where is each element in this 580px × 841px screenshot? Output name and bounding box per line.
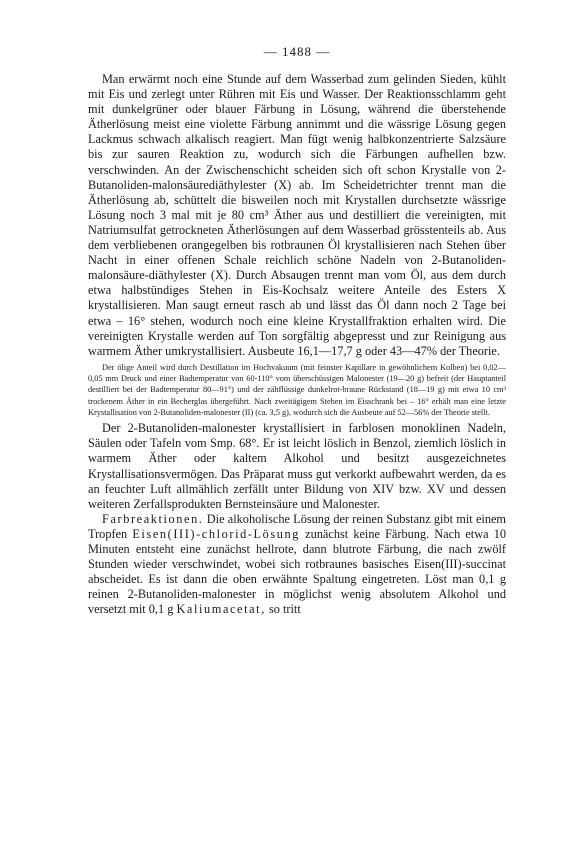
body-paragraph-color-reactions [88, 512, 506, 618]
paragraph-text: zunächst keine Färbung. Nach etwa 10 Minuten entsteht eine zunächst hellrote, dann blutrote Färbung, die nach zwölf Stunden wieder verschwindet, wobei sich rotbraunes basisches Eisen(III)-succinat abscheidet. Es ist dann die oben erwähnte Spaltung eingetreten. Löst man 0,1 g reinen 2-Butanoliden-malonester in möglichst wenig absolutem Alkohol und versetzt mit 0,1 g [88, 526, 506, 617]
footnote-note: Der ölige Anteil wird durch Destillation im Hochvakuum (mit feinster Kapillare in gewöhnlichem Kolben) bei 0,02—0,05 mm Druck und einer Badtemperatur von 60-110° vom überschüssigen Malonester (19—20 g) befreit (der Hauptanteil destilliert bei der Badtemperatur 80—91°) und der zähflüssige dunkelrot-braune Rückstand (18—19 g) mit etwa 10 cm³ trockenem Äther in ein Becherglas übergeführt. Nach zweitägigem Stehen im Eisschrank bei – 16° erhält man eine letzte Krystallisation von 2-Butanoliden-malonester (II) (ca. 3,5 g), wodurch sich die Ausbeute auf 52—56% der Theorie stellt. [88, 362, 506, 417]
body-paragraph-properties: Der 2-Butanoliden-malonester krystallisiert in farblosen monoklinen Nadeln, Säulen oder Tafeln vom Smp. 68°. Er ist leicht löslich in Benzol, ziemlich löslich in warmem Äther oder kaltem Alkohol und besitzt ausgezeichnetes Krystallisationsvermögen. Das Präparat muss gut verkorkt aufbewahrt werden, da es an feuchter Luft allmählich zerfällt unter Bildung von XIV bzw. XV und dessen weiteren Zerfallsprodukten Bernsteinsäure und Malonester. [88, 421, 506, 511]
reagent-name: Eisen(III)-chlorid-Lösung [132, 526, 301, 541]
paragraph-text: Die alkoholische Lösung der reinen Substanz gibt mit einem Tropfen [88, 511, 506, 541]
section-heading-farbreaktionen: Farbreaktionen. [102, 511, 204, 526]
paragraph-text: so tritt [265, 602, 301, 617]
document-page [88, 44, 506, 617]
page-number: — 1488 — [263, 44, 331, 59]
reagent-name: Kaliumacetat, [176, 602, 266, 617]
body-paragraph-procedure: Man erwärmt noch eine Stunde auf dem Wasserbad zum gelinden Sieden, kühlt mit Eis und zerlegt unter Rühren mit Eis und Wasser. Der Reaktionsschlamm geht mit dunkelgrüner oder blauer Färbung in Lösung, während die überstehende Ätherlösung meist eine violette Färbung annimmt und die wässrige Lösung gegen Lackmus schwach alkalisch reagiert. Man fügt wenig halbkonzentrierte Salzsäure bis zur sauren Reaktion zu, wodurch sich die Färbungen aufhellen bzw. verschwinden. An der Zwischenschicht scheiden sich oft schon Krystalle von 2-Butanoliden-malonsäurediäthylester (X) ab. Im Scheidetrichter trennt man die Ätherlösung ab, schüttelt die bisweilen noch mit Krystallen durchsetzte wässrige Lösung noch 3 mal mit je 80 cm³ Äther aus und destilliert die vereinigten, mit Natriumsulfat getrockneten Ätherlösungen auf dem Wasserbad grösstenteils ab. Aus dem verbliebenen orangegelben bis rotbraunen Öl krystallisieren nach Stehen über Nacht in einer offenen Schale reichlich schöne Nadeln von 2-Butanoliden-malonsäure-diäthylester (X). Durch Absaugen trennt man vom Öl, aus dem durch etwa halbstündiges Stehen in Eis-Kochsalz weitere Anteile des Esters X krystallisieren. Man saugt erneut rasch ab und lässt das Öl dann noch 2 Tage bei etwa – 16° stehen, wodurch noch eine kleine Krystallfraktion erhalten wird. Die vereinigten Krystalle werden auf Ton sorgfältig abgepresst und zur Reinigung aus warmem Äther umkrystallisiert. Ausbeute 16,1—17,7 g oder 43—47% der Theorie. [88, 72, 506, 358]
